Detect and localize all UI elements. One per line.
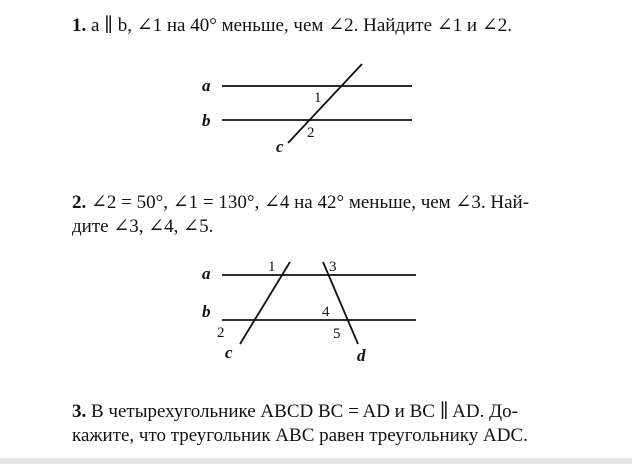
problem-3-line-1: В четырехугольнике ABCD BC = AD и BC ∥ AD. До-: [91, 401, 518, 422]
fig1-label-b: b: [202, 111, 211, 130]
fig2-angle-1: 1: [268, 259, 276, 275]
problem-3-text-cont: [72, 424, 528, 448]
fig2-label-c: c: [225, 343, 233, 362]
problem-3-number: 3.: [72, 401, 87, 422]
fig1-angle-1: 1: [314, 90, 322, 106]
fig2-label-b: b: [202, 302, 211, 321]
problem-1-line-1: a ∥ b, ∠1 на 40° меньше, чем ∠2. Найдите ∠1 и ∠2.: [91, 15, 513, 36]
fig2-label-a: a: [202, 264, 211, 283]
problem-2-text-cont: [72, 215, 213, 239]
fig2-angle-4: 4: [322, 304, 330, 320]
fig2-angle-5: 5: [333, 326, 341, 342]
line-c-fig1: [288, 64, 362, 143]
problem-1-number: 1.: [72, 15, 87, 36]
figure-2: [222, 262, 416, 344]
figure-1-labels: [202, 76, 322, 156]
fig1-label-a: a: [202, 76, 211, 95]
problem-2-number: 2.: [72, 192, 87, 213]
page-bottom-edge: [0, 458, 632, 464]
problem-3-line-2: кажите, что треугольник ABC равен треугольнику ADC.: [72, 425, 528, 446]
fig2-angle-2: 2: [217, 325, 225, 341]
fig2-angle-3: 3: [329, 259, 337, 275]
problem-3-text: [72, 400, 518, 424]
problem-2-line-2: дите ∠3, ∠4, ∠5.: [72, 216, 214, 237]
fig2-label-d: d: [357, 346, 366, 365]
fig1-label-c: c: [276, 137, 284, 156]
problem-2-text: [72, 191, 529, 215]
fig1-angle-2: 2: [307, 125, 315, 141]
problem-2-line-1: ∠2 = 50°, ∠1 = 130°, ∠4 на 42° меньше, чем ∠3. Най-: [91, 192, 530, 213]
